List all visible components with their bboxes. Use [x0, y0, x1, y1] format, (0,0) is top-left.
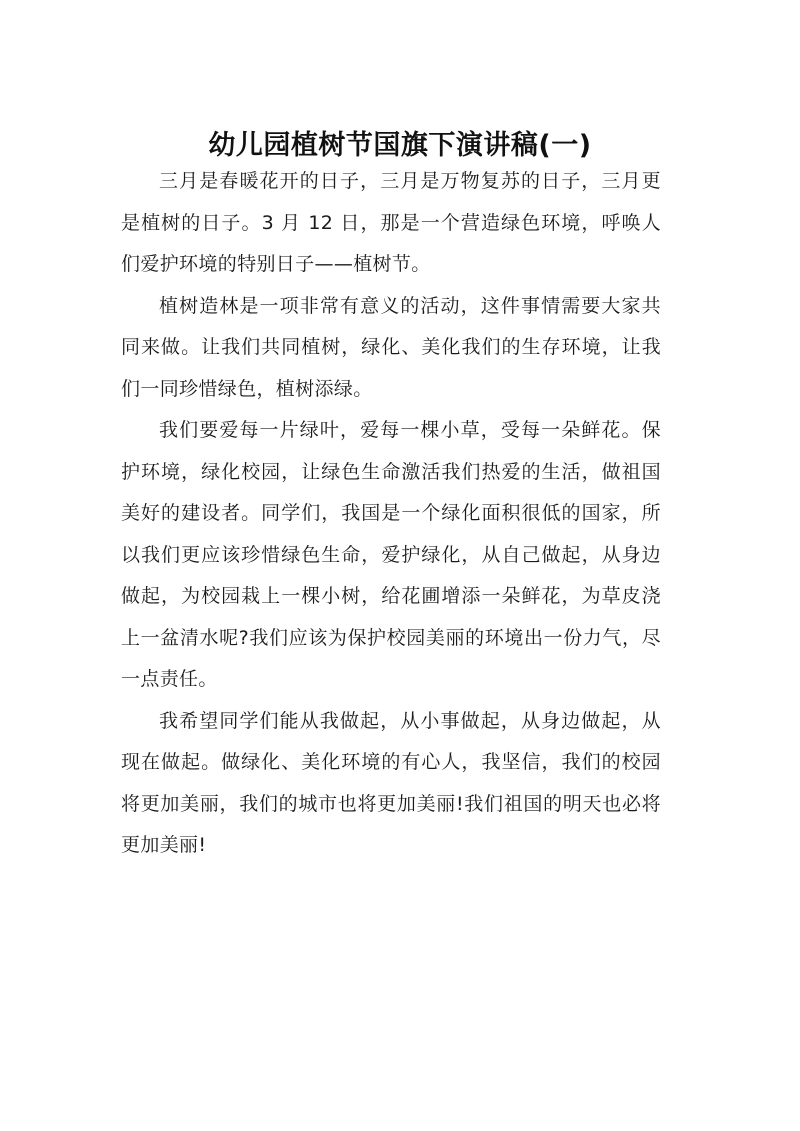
paragraph-1: 三月是春暖花开的日子，三月是万物复苏的日子，三月更是植树的日子。3 月 12 日，那是一个营造绿色环境，呼唤人们爱护环境的特别日子——植树节。 [121, 170, 661, 275]
paragraph-3: 我们要爱每一片绿叶，爱每一棵小草，受每一朵鲜花。保护环境，绿化校园，让绿色生命激活我们热爱的生活，做祖国美好的建设者。同学们，我国是一个绿化面积很低的国家，所以我们更应该珍惜绿色生命，爱护绿化，从自己做起，从身边做起，为校园栽上一棵小树，给花圃增添一朵鲜花，为草皮浇上一盆清水呢?我们应该为保护校园美丽的环境出一份力气，尽一点责任。 [121, 419, 661, 690]
document-body [121, 161, 661, 867]
paragraph-2: 植树造林是一项非常有意义的活动，这件事情需要大家共同来做。让我们共同植树，绿化、美化我们的生存环境，让我们一同珍惜绿色，植树添绿。 [121, 294, 661, 400]
document-title: 幼儿园植树节国旗下演讲稿(一) [208, 130, 592, 162]
paragraph-4: 我希望同学们能从我做起，从小事做起，从身边做起，从现在做起。做绿化、美化环境的有心人，我坚信，我们的校园将更加美丽，我们的城市也将更加美丽!我们祖国的明天也必将更加美丽! [121, 709, 661, 856]
